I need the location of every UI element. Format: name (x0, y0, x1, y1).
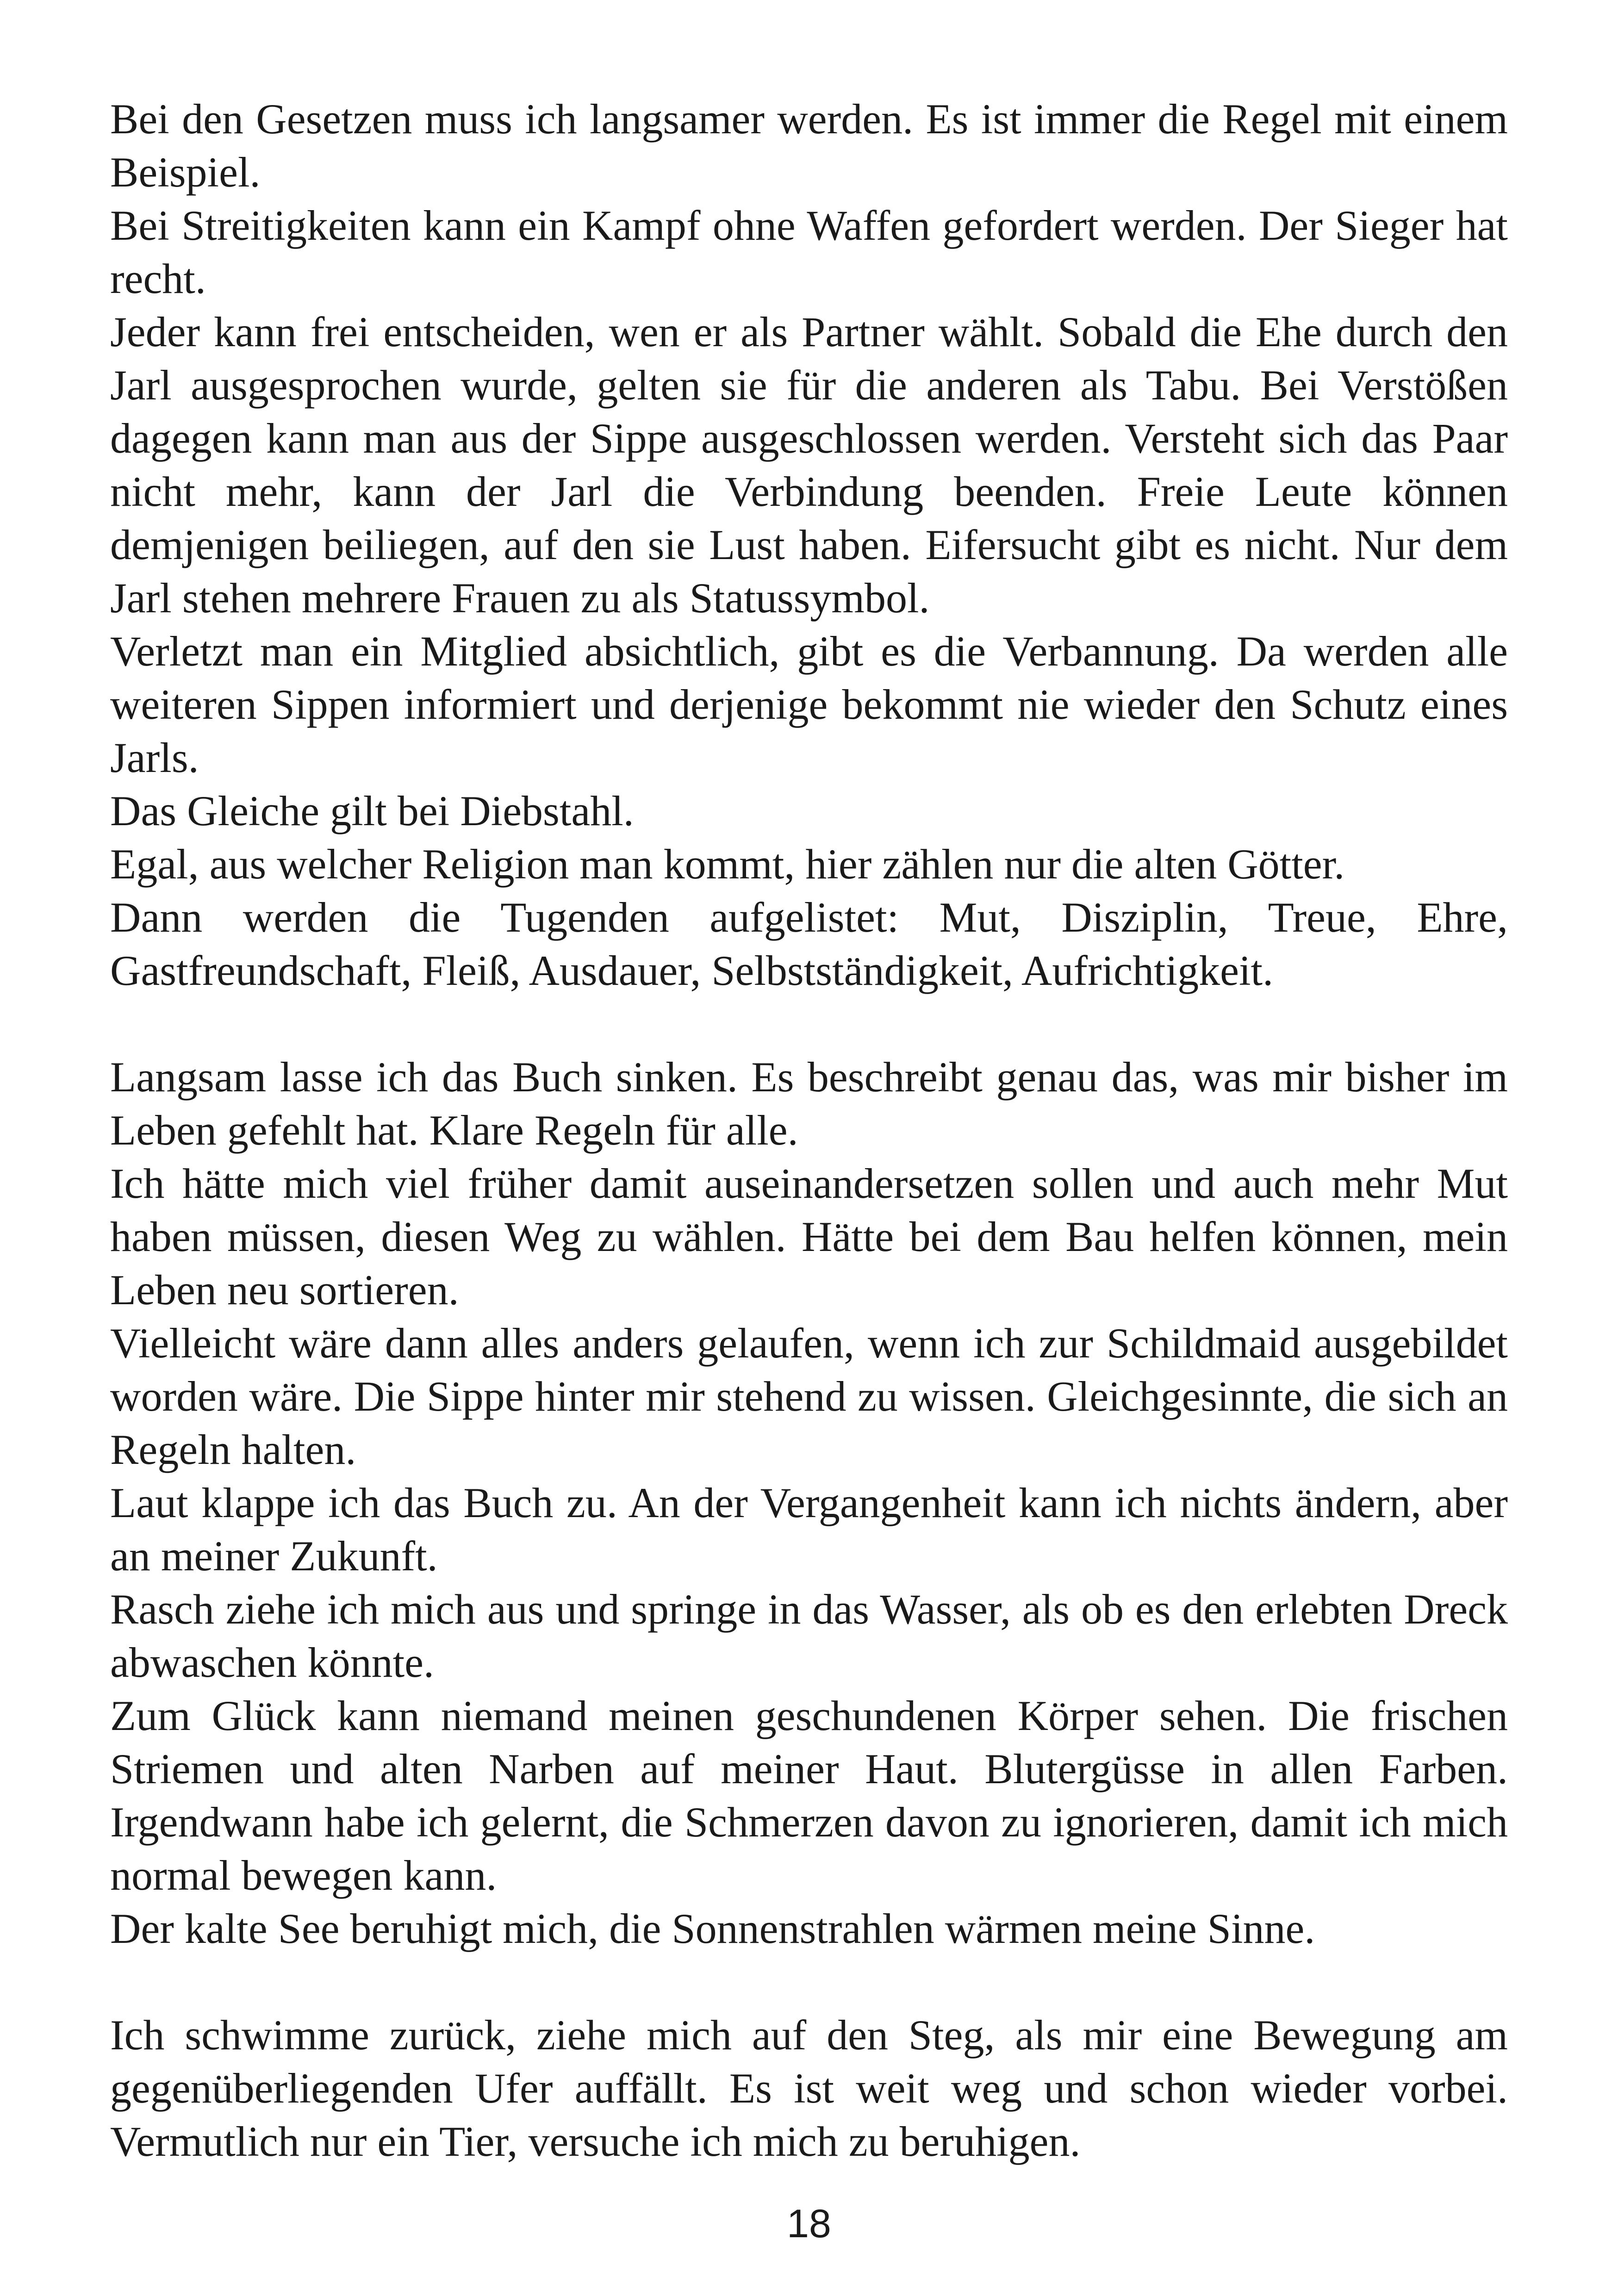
page-number: 18 (787, 2202, 831, 2246)
section-break (110, 997, 1508, 1051)
paragraph: Zum Glück kann niemand meinen geschundenen Körper sehen. Die frischen Striemen und alten Narben auf meiner Haut. Blutergüsse in allen Farben. Irgendwann habe ich gelernt, die Schmerzen davon zu ignorieren, damit ich mich normal bewegen kann. (110, 1692, 1508, 1899)
paragraph: Egal, aus welcher Religion man kommt, hier zählen nur die alten Götter. (110, 840, 1345, 888)
paragraph: Rasch ziehe ich mich aus und springe in das Wasser, als ob es den erlebten Dreck abwaschen könnte. (110, 1586, 1508, 1686)
paragraph: Ich hätte mich viel früher damit auseinandersetzen sollen und auch mehr Mut haben müssen, diesen Weg zu wählen. Hätte bei dem Bau helfen können, mein Leben neu sortieren. (110, 1160, 1508, 1313)
section-break (110, 1955, 1508, 2009)
paragraph: Bei den Gesetzen muss ich langsamer werden. Es ist immer die Regel mit einem Beispiel. (110, 95, 1508, 196)
paragraph: Dann werden die Tugenden aufgelistet: Mut, Disziplin, Treue, Ehre, Gastfreundschaft, Fleiß, Ausdauer, Selbstständigkeit, Aufrichtigkeit. (110, 894, 1508, 994)
paragraph: Langsam lasse ich das Buch sinken. Es beschreibt genau das, was mir bisher im Leben gefehlt hat. Klare Regeln für alle. (110, 1053, 1508, 1154)
paragraph: Vielleicht wäre dann alles anders gelaufen, wenn ich zur Schildmaid ausgebildet worden wäre. Die Sippe hinter mir stehend zu wissen. Gleichgesinnte, die sich an Regeln halten. (110, 1319, 1508, 1473)
paragraph: Das Gleiche gilt bei Diebstahl. (110, 787, 634, 834)
paragraph: Verletzt man ein Mitglied absichtlich, gibt es die Verbannung. Da werden alle weiteren Sippen informiert und derjenige bekommt nie wieder den Schutz eines Jarls. (110, 628, 1508, 781)
paragraph: Laut klappe ich das Buch zu. An der Vergangenheit kann ich nichts ändern, aber an meiner Zukunft. (110, 1479, 1508, 1580)
paragraph: Jeder kann frei entscheiden, wen er als Partner wählt. Sobald die Ehe durch den Jarl ausgesprochen wurde, gelten sie für die anderen als Tabu. Bei Verstößen dagegen kann man aus der Sippe ausgeschlossen werden. Versteht sich das Paar nicht mehr, kann der Jarl die Verbindung beenden. Freie Leute können demjenigen beiliegen, auf den sie Lust haben. Eifersucht gibt es nicht. Nur dem Jarl stehen mehrere Frauen zu als Statussymbol. (110, 308, 1508, 622)
paragraph: Der kalte See beruhigt mich, die Sonnenstrahlen wärmen meine Sinne. (110, 1905, 1315, 1952)
paragraph: Ich schwimme zurück, ziehe mich auf den Steg, als mir eine Bewegung am gegenüberliegenden Ufer auffällt. Es ist weit weg und schon wieder vorbei. Vermutlich nur ein Tier, versuche ich mich zu beruhigen. (110, 2011, 1508, 2165)
paragraph: Bei Streitigkeiten kann ein Kampf ohne Waffen gefordert werden. Der Sieger hat recht. (110, 202, 1508, 302)
page-body-text (110, 93, 1508, 2168)
